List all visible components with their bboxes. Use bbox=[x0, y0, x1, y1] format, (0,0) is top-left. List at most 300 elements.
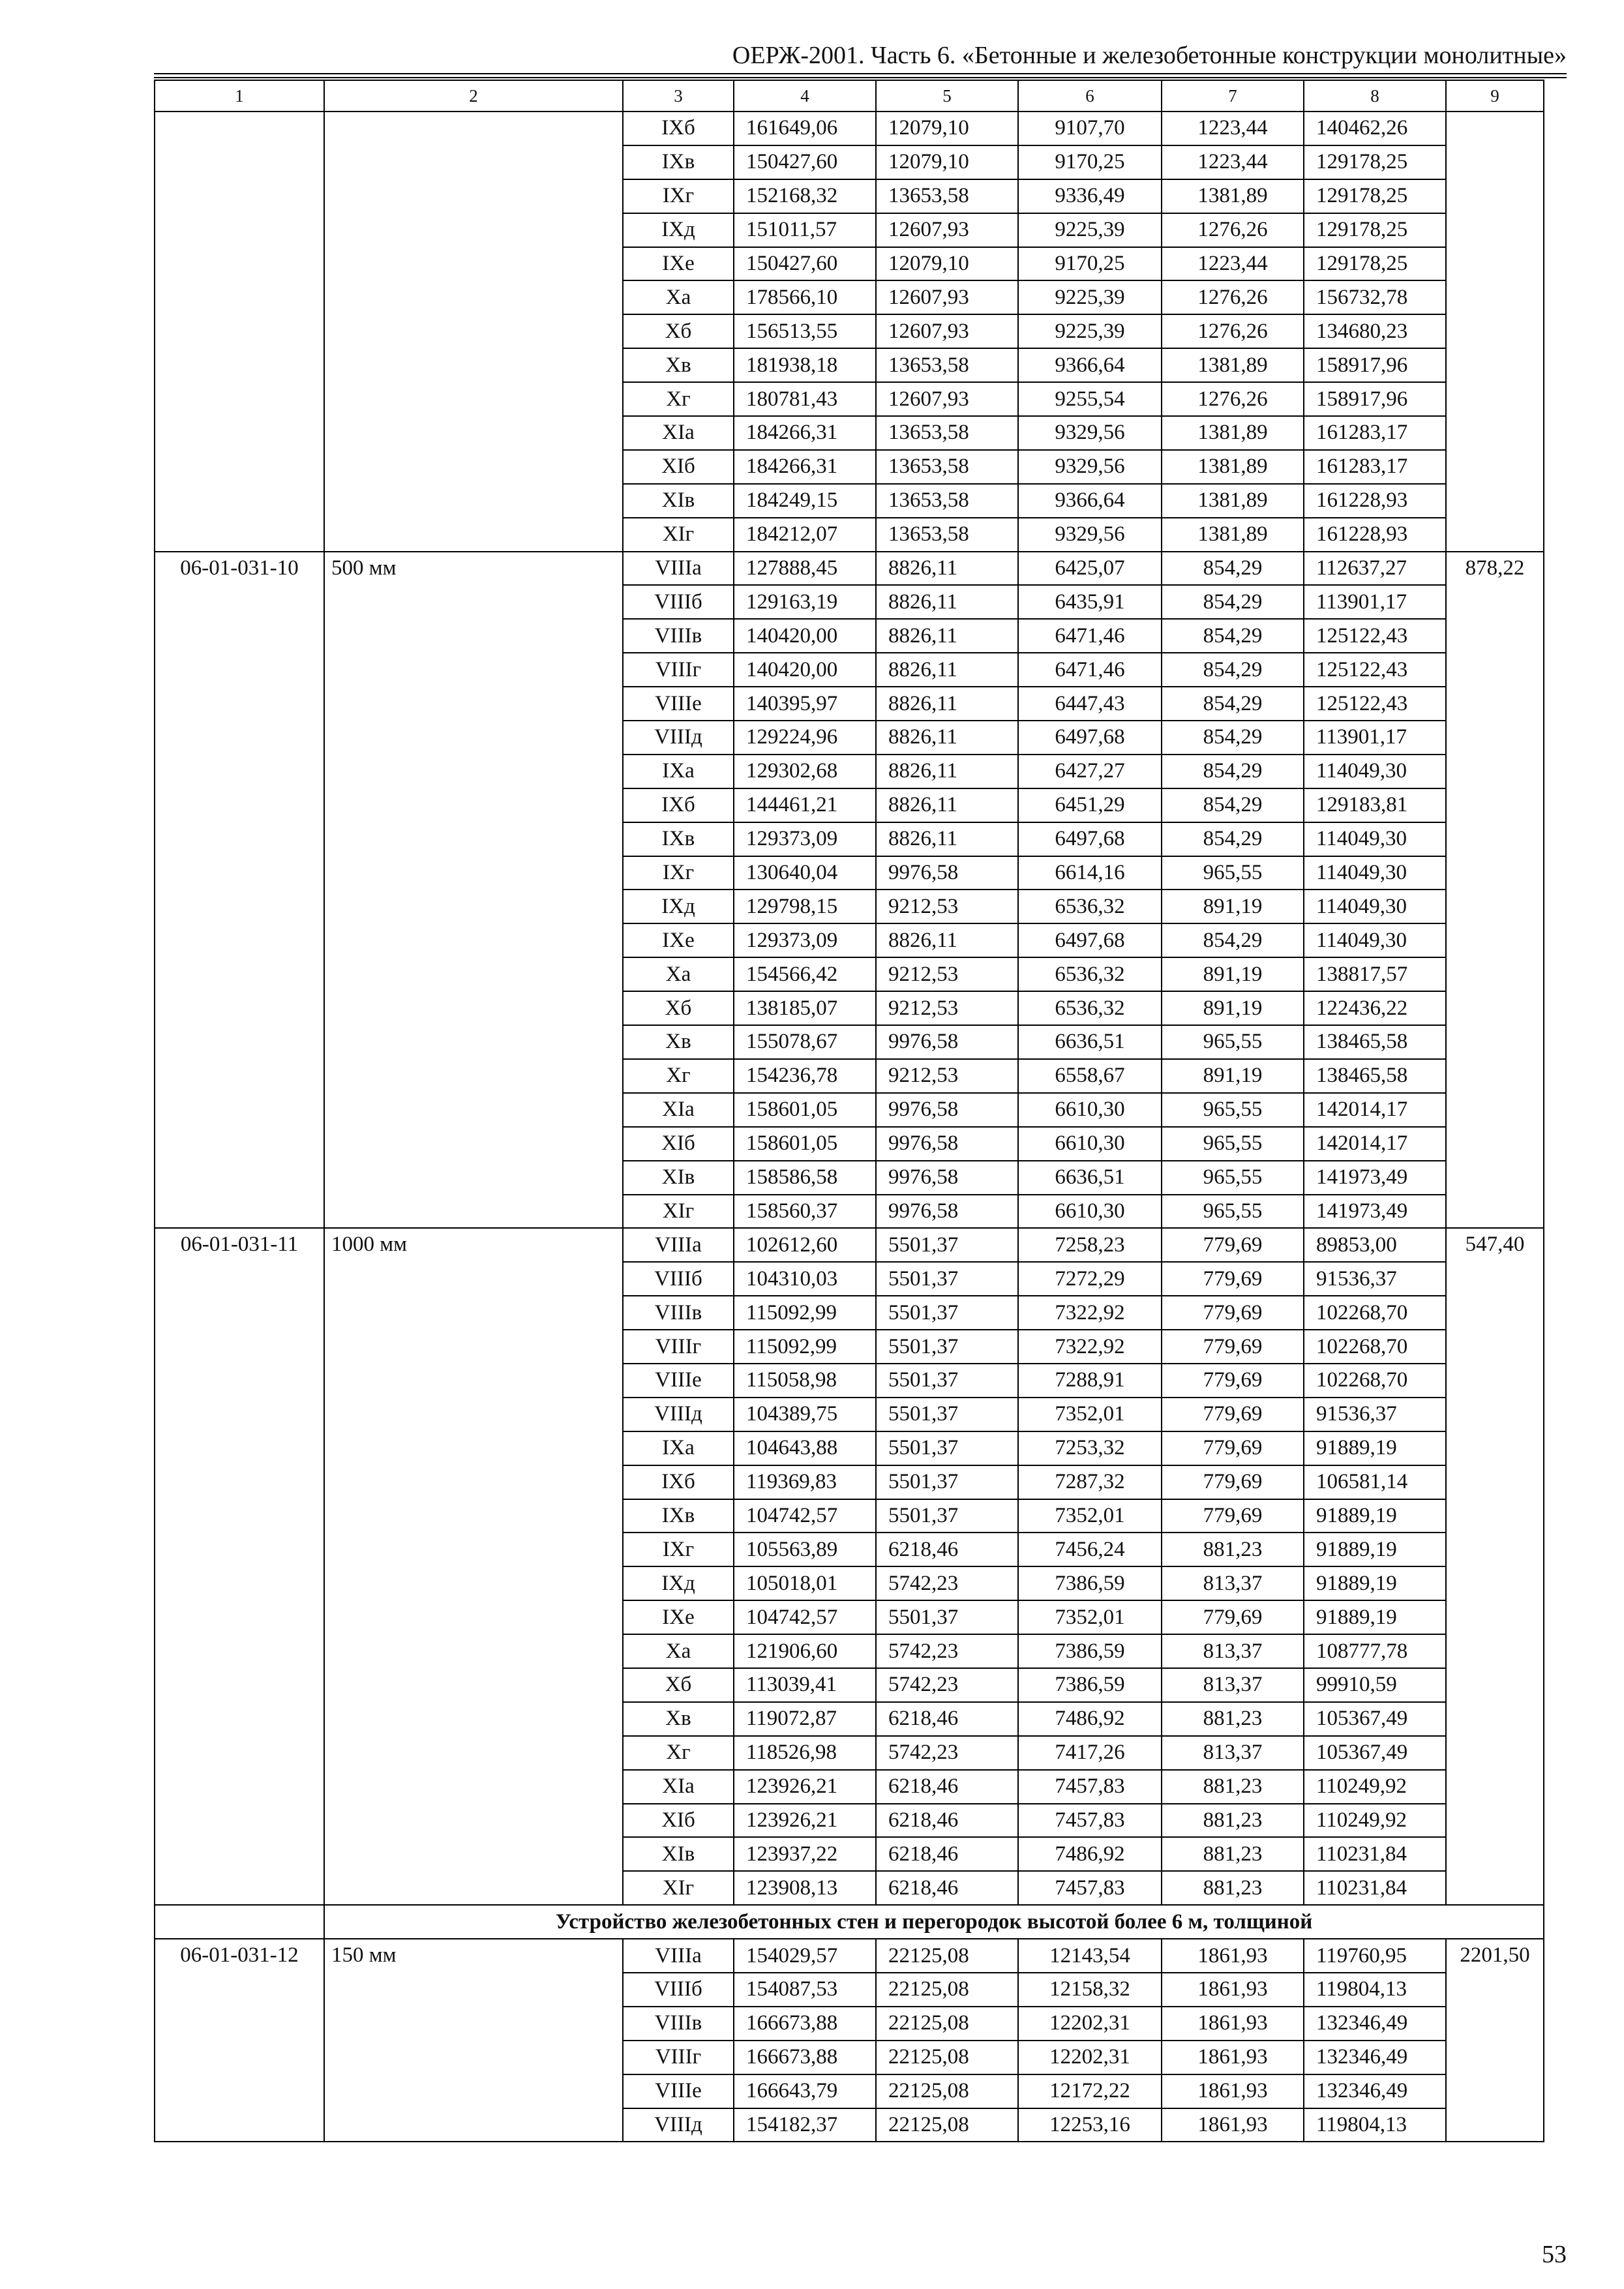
header-rule bbox=[154, 73, 1567, 74]
norm-code-cell bbox=[155, 112, 324, 552]
material-cost-cell: 110231,84 bbox=[1304, 1871, 1446, 1905]
material-cost-cell: 138465,58 bbox=[1304, 1059, 1446, 1093]
material-cost-cell: 138817,57 bbox=[1304, 957, 1446, 991]
material-cost-cell: 113901,17 bbox=[1304, 585, 1446, 619]
machinist-wage-cell: 965,55 bbox=[1162, 1127, 1304, 1161]
material-cost-cell: 102268,70 bbox=[1304, 1296, 1446, 1330]
wage-cell: 9976,58 bbox=[876, 1195, 1018, 1229]
machinist-wage-cell: 1223,44 bbox=[1162, 247, 1304, 281]
wage-cell: 9976,58 bbox=[876, 856, 1018, 890]
machine-cost-cell: 9329,56 bbox=[1018, 416, 1162, 450]
direct-cost-cell: 123937,22 bbox=[734, 1837, 876, 1871]
machinist-wage-cell: 891,19 bbox=[1162, 1059, 1304, 1093]
wage-cell: 9976,58 bbox=[876, 1025, 1018, 1059]
machine-cost-cell: 6497,68 bbox=[1018, 923, 1162, 957]
material-cost-cell: 108777,78 bbox=[1304, 1634, 1446, 1668]
category-cell: VIIIд bbox=[623, 721, 734, 755]
column-number: 7 bbox=[1162, 80, 1304, 112]
wage-cell: 9976,58 bbox=[876, 1161, 1018, 1195]
direct-cost-cell: 166673,88 bbox=[734, 2007, 876, 2041]
work-name-cell: 150 мм bbox=[324, 1939, 623, 2142]
category-cell: Xв bbox=[623, 348, 734, 382]
labor-cost-cell: 878,22 bbox=[1446, 552, 1544, 1229]
category-cell: IXа bbox=[623, 1431, 734, 1465]
table-row bbox=[155, 552, 1544, 586]
machinist-wage-cell: 881,23 bbox=[1162, 1770, 1304, 1804]
direct-cost-cell: 178566,10 bbox=[734, 280, 876, 314]
material-cost-cell: 129183,81 bbox=[1304, 788, 1446, 822]
category-cell: VIIIе bbox=[623, 2074, 734, 2108]
category-cell: Xв bbox=[623, 1702, 734, 1736]
direct-cost-cell: 104742,57 bbox=[734, 1499, 876, 1533]
machine-cost-cell: 9366,64 bbox=[1018, 348, 1162, 382]
category-cell: VIIIе bbox=[623, 1364, 734, 1398]
machinist-wage-cell: 891,19 bbox=[1162, 957, 1304, 991]
column-number: 8 bbox=[1304, 80, 1446, 112]
category-cell: IXе bbox=[623, 247, 734, 281]
machinist-wage-cell: 1223,44 bbox=[1162, 112, 1304, 145]
material-cost-cell: 161283,17 bbox=[1304, 450, 1446, 484]
direct-cost-cell: 166643,79 bbox=[734, 2074, 876, 2108]
machine-cost-cell: 7322,92 bbox=[1018, 1296, 1162, 1330]
machinist-wage-cell: 813,37 bbox=[1162, 1566, 1304, 1600]
material-cost-cell: 119804,13 bbox=[1304, 2108, 1446, 2142]
category-cell: XIб bbox=[623, 450, 734, 484]
direct-cost-cell: 105563,89 bbox=[734, 1533, 876, 1566]
table-row bbox=[155, 112, 1544, 145]
machine-cost-cell: 7457,83 bbox=[1018, 1804, 1162, 1838]
machine-cost-cell: 9225,39 bbox=[1018, 280, 1162, 314]
direct-cost-cell: 154236,78 bbox=[734, 1059, 876, 1093]
category-cell: IXд bbox=[623, 213, 734, 247]
material-cost-cell: 89853,00 bbox=[1304, 1228, 1446, 1262]
material-cost-cell: 114049,30 bbox=[1304, 856, 1446, 890]
machine-cost-cell: 9170,25 bbox=[1018, 145, 1162, 179]
material-cost-cell: 91889,19 bbox=[1304, 1600, 1446, 1634]
material-cost-cell: 91889,19 bbox=[1304, 1533, 1446, 1566]
machine-cost-cell: 6614,16 bbox=[1018, 856, 1162, 890]
direct-cost-cell: 115058,98 bbox=[734, 1364, 876, 1398]
machine-cost-cell: 6636,51 bbox=[1018, 1025, 1162, 1059]
direct-cost-cell: 121906,60 bbox=[734, 1634, 876, 1668]
material-cost-cell: 161228,93 bbox=[1304, 484, 1446, 518]
header-rule bbox=[154, 77, 1567, 78]
material-cost-cell: 91536,37 bbox=[1304, 1262, 1446, 1296]
machinist-wage-cell: 779,69 bbox=[1162, 1228, 1304, 1262]
direct-cost-cell: 155078,67 bbox=[734, 1025, 876, 1059]
machinist-wage-cell: 779,69 bbox=[1162, 1262, 1304, 1296]
wage-cell: 8826,11 bbox=[876, 788, 1018, 822]
wage-cell: 6218,46 bbox=[876, 1770, 1018, 1804]
direct-cost-cell: 129373,09 bbox=[734, 923, 876, 957]
direct-cost-cell: 138185,07 bbox=[734, 991, 876, 1025]
direct-cost-cell: 119072,87 bbox=[734, 1702, 876, 1736]
category-cell: XIв bbox=[623, 1837, 734, 1871]
category-cell: XIа bbox=[623, 1093, 734, 1127]
category-cell: XIг bbox=[623, 1195, 734, 1229]
material-cost-cell: 132346,49 bbox=[1304, 2041, 1446, 2074]
direct-cost-cell: 123926,21 bbox=[734, 1804, 876, 1838]
wage-cell: 6218,46 bbox=[876, 1533, 1018, 1566]
wage-cell: 13653,58 bbox=[876, 484, 1018, 518]
category-cell: VIIIб bbox=[623, 1973, 734, 2007]
wage-cell: 5501,37 bbox=[876, 1296, 1018, 1330]
machine-cost-cell: 7386,59 bbox=[1018, 1566, 1162, 1600]
price-table bbox=[154, 80, 1544, 2142]
direct-cost-cell: 127888,45 bbox=[734, 552, 876, 586]
category-cell: VIIIг bbox=[623, 1330, 734, 1364]
category-cell: Xб bbox=[623, 314, 734, 348]
machinist-wage-cell: 1381,89 bbox=[1162, 484, 1304, 518]
wage-cell: 5501,37 bbox=[876, 1431, 1018, 1465]
machine-cost-cell: 9329,56 bbox=[1018, 450, 1162, 484]
machinist-wage-cell: 1861,93 bbox=[1162, 2007, 1304, 2041]
direct-cost-cell: 104310,03 bbox=[734, 1262, 876, 1296]
machine-cost-cell: 7386,59 bbox=[1018, 1634, 1162, 1668]
machine-cost-cell: 12143,54 bbox=[1018, 1939, 1162, 1973]
category-cell: Xб bbox=[623, 1668, 734, 1702]
machine-cost-cell: 7287,32 bbox=[1018, 1465, 1162, 1499]
wage-cell: 9212,53 bbox=[876, 1059, 1018, 1093]
direct-cost-cell: 181938,18 bbox=[734, 348, 876, 382]
material-cost-cell: 91889,19 bbox=[1304, 1566, 1446, 1600]
machine-cost-cell: 7352,01 bbox=[1018, 1398, 1162, 1431]
machine-cost-cell: 9107,70 bbox=[1018, 112, 1162, 145]
category-cell: IXв bbox=[623, 822, 734, 856]
direct-cost-cell: 129224,96 bbox=[734, 721, 876, 755]
material-cost-cell: 138465,58 bbox=[1304, 1025, 1446, 1059]
machinist-wage-cell: 881,23 bbox=[1162, 1837, 1304, 1871]
machine-cost-cell: 9366,64 bbox=[1018, 484, 1162, 518]
material-cost-cell: 158917,96 bbox=[1304, 348, 1446, 382]
wage-cell: 22125,08 bbox=[876, 2074, 1018, 2108]
direct-cost-cell: 184249,15 bbox=[734, 484, 876, 518]
direct-cost-cell: 144461,21 bbox=[734, 788, 876, 822]
page-number: 53 bbox=[1542, 2241, 1567, 2268]
machinist-wage-cell: 779,69 bbox=[1162, 1431, 1304, 1465]
wage-cell: 5742,23 bbox=[876, 1566, 1018, 1600]
machinist-wage-cell: 779,69 bbox=[1162, 1398, 1304, 1431]
machine-cost-cell: 7457,83 bbox=[1018, 1871, 1162, 1905]
material-cost-cell: 114049,30 bbox=[1304, 890, 1446, 923]
wage-cell: 5501,37 bbox=[876, 1600, 1018, 1634]
labor-cost-cell: 2201,50 bbox=[1446, 1939, 1544, 2142]
table-row bbox=[155, 1228, 1544, 1262]
material-cost-cell: 99910,59 bbox=[1304, 1668, 1446, 1702]
direct-cost-cell: 151011,57 bbox=[734, 213, 876, 247]
machine-cost-cell: 12158,32 bbox=[1018, 1973, 1162, 2007]
wage-cell: 9212,53 bbox=[876, 957, 1018, 991]
direct-cost-cell: 113039,41 bbox=[734, 1668, 876, 1702]
machinist-wage-cell: 779,69 bbox=[1162, 1330, 1304, 1364]
direct-cost-cell: 129163,19 bbox=[734, 585, 876, 619]
material-cost-cell: 129178,25 bbox=[1304, 179, 1446, 213]
material-cost-cell: 119760,95 bbox=[1304, 1939, 1446, 1973]
machine-cost-cell: 7322,92 bbox=[1018, 1330, 1162, 1364]
direct-cost-cell: 158601,05 bbox=[734, 1127, 876, 1161]
machine-cost-cell: 6536,32 bbox=[1018, 991, 1162, 1025]
category-cell: VIIIв bbox=[623, 1296, 734, 1330]
machine-cost-cell: 6471,46 bbox=[1018, 619, 1162, 653]
machine-cost-cell: 7457,83 bbox=[1018, 1770, 1162, 1804]
machinist-wage-cell: 891,19 bbox=[1162, 890, 1304, 923]
direct-cost-cell: 105018,01 bbox=[734, 1566, 876, 1600]
category-cell: IXб bbox=[623, 788, 734, 822]
direct-cost-cell: 129798,15 bbox=[734, 890, 876, 923]
material-cost-cell: 110249,92 bbox=[1304, 1804, 1446, 1838]
direct-cost-cell: 129302,68 bbox=[734, 755, 876, 788]
wage-cell: 13653,58 bbox=[876, 450, 1018, 484]
category-cell: IXв bbox=[623, 1499, 734, 1533]
machine-cost-cell: 9170,25 bbox=[1018, 247, 1162, 281]
machine-cost-cell: 7258,23 bbox=[1018, 1228, 1162, 1262]
machine-cost-cell: 9225,39 bbox=[1018, 314, 1162, 348]
direct-cost-cell: 184212,07 bbox=[734, 518, 876, 552]
direct-cost-cell: 115092,99 bbox=[734, 1330, 876, 1364]
material-cost-cell: 129178,25 bbox=[1304, 213, 1446, 247]
page-header: ОЕРЖ-2001. Часть 6. «Бетонные и железобетонные конструкции монолитные» bbox=[732, 42, 1567, 69]
labor-cost-cell: 547,40 bbox=[1446, 1228, 1544, 1905]
wage-cell: 13653,58 bbox=[876, 179, 1018, 213]
wage-cell: 5501,37 bbox=[876, 1330, 1018, 1364]
material-cost-cell: 105367,49 bbox=[1304, 1736, 1446, 1770]
labor-cost-cell bbox=[1446, 112, 1544, 552]
norm-code-cell: 06-01-031-12 bbox=[155, 1939, 324, 2142]
material-cost-cell: 114049,30 bbox=[1304, 822, 1446, 856]
material-cost-cell: 132346,49 bbox=[1304, 2007, 1446, 2041]
machine-cost-cell: 6636,51 bbox=[1018, 1161, 1162, 1195]
machinist-wage-cell: 1861,93 bbox=[1162, 2074, 1304, 2108]
norm-code-cell: 06-01-031-11 bbox=[155, 1228, 324, 1905]
category-cell: VIIIд bbox=[623, 2108, 734, 2142]
machinist-wage-cell: 891,19 bbox=[1162, 991, 1304, 1025]
machine-cost-cell: 7486,92 bbox=[1018, 1837, 1162, 1871]
material-cost-cell: 125122,43 bbox=[1304, 687, 1446, 721]
machine-cost-cell: 6536,32 bbox=[1018, 890, 1162, 923]
material-cost-cell: 119804,13 bbox=[1304, 1973, 1446, 2007]
category-cell: XIа bbox=[623, 1770, 734, 1804]
category-cell: IXе bbox=[623, 1600, 734, 1634]
category-cell: VIIIб bbox=[623, 1262, 734, 1296]
machinist-wage-cell: 1381,89 bbox=[1162, 518, 1304, 552]
wage-cell: 22125,08 bbox=[876, 1939, 1018, 1973]
category-cell: Xб bbox=[623, 991, 734, 1025]
machinist-wage-cell: 779,69 bbox=[1162, 1465, 1304, 1499]
category-cell: IXб bbox=[623, 112, 734, 145]
category-cell: XIб bbox=[623, 1127, 734, 1161]
machine-cost-cell: 6471,46 bbox=[1018, 653, 1162, 687]
wage-cell: 5501,37 bbox=[876, 1262, 1018, 1296]
material-cost-cell: 134680,23 bbox=[1304, 314, 1446, 348]
machine-cost-cell: 6558,67 bbox=[1018, 1059, 1162, 1093]
machinist-wage-cell: 1276,26 bbox=[1162, 280, 1304, 314]
material-cost-cell: 140462,26 bbox=[1304, 112, 1446, 145]
machinist-wage-cell: 854,29 bbox=[1162, 653, 1304, 687]
machine-cost-cell: 12253,16 bbox=[1018, 2108, 1162, 2142]
material-cost-cell: 105367,49 bbox=[1304, 1702, 1446, 1736]
material-cost-cell: 122436,22 bbox=[1304, 991, 1446, 1025]
wage-cell: 5501,37 bbox=[876, 1398, 1018, 1431]
machinist-wage-cell: 1276,26 bbox=[1162, 314, 1304, 348]
category-cell: VIIIа bbox=[623, 1939, 734, 1973]
material-cost-cell: 114049,30 bbox=[1304, 923, 1446, 957]
wage-cell: 12607,93 bbox=[876, 382, 1018, 416]
machine-cost-cell: 6447,43 bbox=[1018, 687, 1162, 721]
category-cell: Xа bbox=[623, 1634, 734, 1668]
category-cell: Xа bbox=[623, 280, 734, 314]
material-cost-cell: 132346,49 bbox=[1304, 2074, 1446, 2108]
machinist-wage-cell: 1381,89 bbox=[1162, 179, 1304, 213]
machinist-wage-cell: 779,69 bbox=[1162, 1364, 1304, 1398]
machinist-wage-cell: 854,29 bbox=[1162, 585, 1304, 619]
material-cost-cell: 110249,92 bbox=[1304, 1770, 1446, 1804]
machinist-wage-cell: 1276,26 bbox=[1162, 382, 1304, 416]
wage-cell: 9212,53 bbox=[876, 890, 1018, 923]
category-cell: Xг bbox=[623, 1736, 734, 1770]
direct-cost-cell: 166673,88 bbox=[734, 2041, 876, 2074]
category-cell: VIIIд bbox=[623, 1398, 734, 1431]
category-cell: IXа bbox=[623, 755, 734, 788]
direct-cost-cell: 152168,32 bbox=[734, 179, 876, 213]
category-cell: IXг bbox=[623, 1533, 734, 1566]
material-cost-cell: 106581,14 bbox=[1304, 1465, 1446, 1499]
category-cell: VIIIв bbox=[623, 619, 734, 653]
direct-cost-cell: 154029,57 bbox=[734, 1939, 876, 1973]
material-cost-cell: 161228,93 bbox=[1304, 518, 1446, 552]
direct-cost-cell: 140420,00 bbox=[734, 619, 876, 653]
machine-cost-cell: 9225,39 bbox=[1018, 213, 1162, 247]
machine-cost-cell: 6425,07 bbox=[1018, 552, 1162, 586]
machinist-wage-cell: 813,37 bbox=[1162, 1634, 1304, 1668]
wage-cell: 12079,10 bbox=[876, 145, 1018, 179]
direct-cost-cell: 154182,37 bbox=[734, 2108, 876, 2142]
wage-cell: 8826,11 bbox=[876, 923, 1018, 957]
wage-cell: 6218,46 bbox=[876, 1804, 1018, 1838]
wage-cell: 13653,58 bbox=[876, 348, 1018, 382]
machinist-wage-cell: 1861,93 bbox=[1162, 1973, 1304, 2007]
category-cell: Xг bbox=[623, 382, 734, 416]
machine-cost-cell: 9329,56 bbox=[1018, 518, 1162, 552]
direct-cost-cell: 184266,31 bbox=[734, 450, 876, 484]
direct-cost-cell: 123908,13 bbox=[734, 1871, 876, 1905]
wage-cell: 6218,46 bbox=[876, 1702, 1018, 1736]
category-cell: Xа bbox=[623, 957, 734, 991]
wage-cell: 22125,08 bbox=[876, 2041, 1018, 2074]
direct-cost-cell: 129373,09 bbox=[734, 822, 876, 856]
wage-cell: 12079,10 bbox=[876, 247, 1018, 281]
material-cost-cell: 161283,17 bbox=[1304, 416, 1446, 450]
category-cell: XIв bbox=[623, 484, 734, 518]
machinist-wage-cell: 965,55 bbox=[1162, 1161, 1304, 1195]
machine-cost-cell: 6427,27 bbox=[1018, 755, 1162, 788]
machinist-wage-cell: 813,37 bbox=[1162, 1736, 1304, 1770]
work-name-cell: 500 мм bbox=[324, 552, 623, 1229]
machine-cost-cell: 9336,49 bbox=[1018, 179, 1162, 213]
wage-cell: 22125,08 bbox=[876, 1973, 1018, 2007]
wage-cell: 12079,10 bbox=[876, 112, 1018, 145]
category-cell: VIIIе bbox=[623, 687, 734, 721]
wage-cell: 5501,37 bbox=[876, 1499, 1018, 1533]
direct-cost-cell: 156513,55 bbox=[734, 314, 876, 348]
category-cell: IXе bbox=[623, 923, 734, 957]
machine-cost-cell: 7417,26 bbox=[1018, 1736, 1162, 1770]
direct-cost-cell: 154087,53 bbox=[734, 1973, 876, 2007]
wage-cell: 8826,11 bbox=[876, 585, 1018, 619]
material-cost-cell: 112637,27 bbox=[1304, 552, 1446, 586]
machinist-wage-cell: 1861,93 bbox=[1162, 1939, 1304, 1973]
machine-cost-cell: 6497,68 bbox=[1018, 822, 1162, 856]
wage-cell: 5501,37 bbox=[876, 1465, 1018, 1499]
material-cost-cell: 158917,96 bbox=[1304, 382, 1446, 416]
material-cost-cell: 114049,30 bbox=[1304, 755, 1446, 788]
wage-cell: 12607,93 bbox=[876, 314, 1018, 348]
category-cell: IXд bbox=[623, 1566, 734, 1600]
material-cost-cell: 142014,17 bbox=[1304, 1093, 1446, 1127]
column-number: 1 bbox=[155, 80, 324, 112]
direct-cost-cell: 118526,98 bbox=[734, 1736, 876, 1770]
direct-cost-cell: 140420,00 bbox=[734, 653, 876, 687]
category-cell: VIIIа bbox=[623, 1228, 734, 1262]
wage-cell: 8826,11 bbox=[876, 755, 1018, 788]
column-number: 4 bbox=[734, 80, 876, 112]
machinist-wage-cell: 965,55 bbox=[1162, 1195, 1304, 1229]
machinist-wage-cell: 1381,89 bbox=[1162, 416, 1304, 450]
machinist-wage-cell: 1223,44 bbox=[1162, 145, 1304, 179]
machine-cost-cell: 9255,54 bbox=[1018, 382, 1162, 416]
direct-cost-cell: 104742,57 bbox=[734, 1600, 876, 1634]
column-number: 5 bbox=[876, 80, 1018, 112]
machinist-wage-cell: 881,23 bbox=[1162, 1871, 1304, 1905]
wage-cell: 12607,93 bbox=[876, 213, 1018, 247]
machinist-wage-cell: 881,23 bbox=[1162, 1702, 1304, 1736]
machine-cost-cell: 6497,68 bbox=[1018, 721, 1162, 755]
machine-cost-cell: 12202,31 bbox=[1018, 2007, 1162, 2041]
machinist-wage-cell: 1861,93 bbox=[1162, 2041, 1304, 2074]
direct-cost-cell: 104643,88 bbox=[734, 1431, 876, 1465]
machine-cost-cell: 6610,30 bbox=[1018, 1093, 1162, 1127]
work-name-cell: 1000 мм bbox=[324, 1228, 623, 1905]
material-cost-cell: 129178,25 bbox=[1304, 145, 1446, 179]
machinist-wage-cell: 779,69 bbox=[1162, 1600, 1304, 1634]
wage-cell: 5742,23 bbox=[876, 1668, 1018, 1702]
machinist-wage-cell: 854,29 bbox=[1162, 552, 1304, 586]
machinist-wage-cell: 854,29 bbox=[1162, 788, 1304, 822]
category-cell: VIIIб bbox=[623, 585, 734, 619]
direct-cost-cell: 119369,83 bbox=[734, 1465, 876, 1499]
direct-cost-cell: 130640,04 bbox=[734, 856, 876, 890]
wage-cell: 8826,11 bbox=[876, 552, 1018, 586]
material-cost-cell: 156732,78 bbox=[1304, 280, 1446, 314]
direct-cost-cell: 158601,05 bbox=[734, 1093, 876, 1127]
material-cost-cell: 102268,70 bbox=[1304, 1330, 1446, 1364]
category-cell: XIг bbox=[623, 518, 734, 552]
machine-cost-cell: 7352,01 bbox=[1018, 1499, 1162, 1533]
machinist-wage-cell: 1276,26 bbox=[1162, 213, 1304, 247]
material-cost-cell: 91889,19 bbox=[1304, 1431, 1446, 1465]
direct-cost-cell: 123926,21 bbox=[734, 1770, 876, 1804]
category-cell: XIб bbox=[623, 1804, 734, 1838]
category-cell: VIIIа bbox=[623, 552, 734, 586]
wage-cell: 22125,08 bbox=[876, 2007, 1018, 2041]
machine-cost-cell: 7288,91 bbox=[1018, 1364, 1162, 1398]
direct-cost-cell: 115092,99 bbox=[734, 1296, 876, 1330]
wage-cell: 9976,58 bbox=[876, 1127, 1018, 1161]
category-cell: Xг bbox=[623, 1059, 734, 1093]
material-cost-cell: 91536,37 bbox=[1304, 1398, 1446, 1431]
wage-cell: 9976,58 bbox=[876, 1093, 1018, 1127]
wage-cell: 8826,11 bbox=[876, 653, 1018, 687]
wage-cell: 6218,46 bbox=[876, 1871, 1018, 1905]
